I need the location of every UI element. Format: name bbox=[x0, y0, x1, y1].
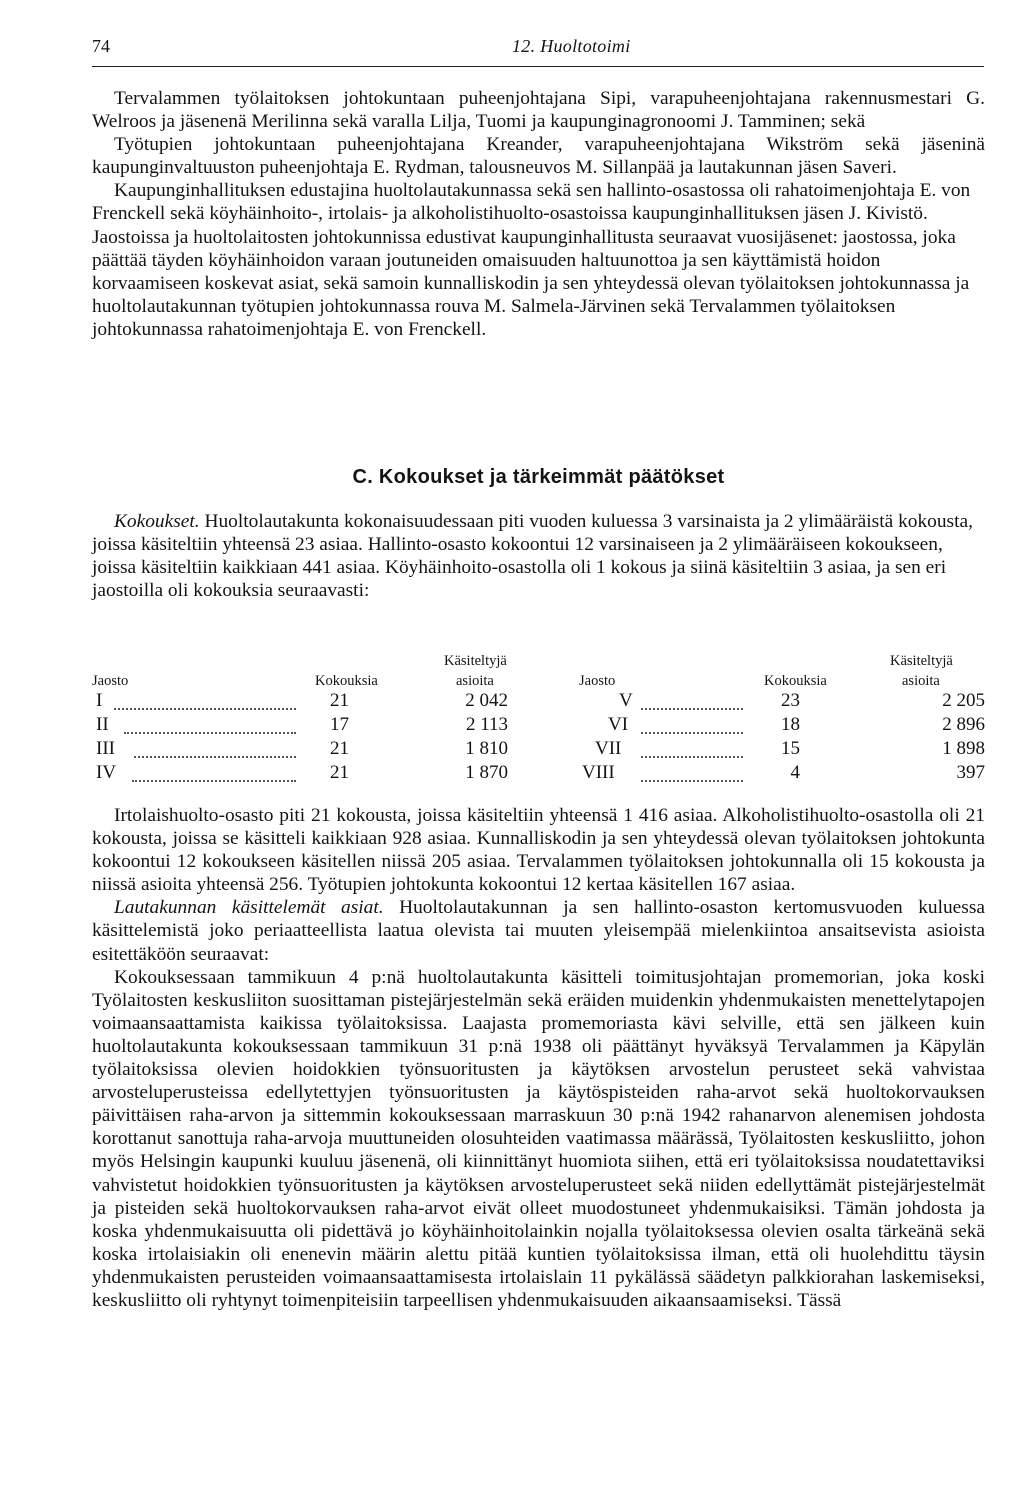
header-kasiteltyja-left: Käsiteltyjä bbox=[444, 653, 507, 669]
meetings-body: Huoltolautakunta kokonaisuudessaan piti vuoden kuluessa 3 varsinaista ja 2 ylimääräistä kokousta, joissa käsiteltiin yhteensä 23 asiaa. Hallinto-osasto kokoontui 12 varsinaiseen ja 2 ylimääräiseen kokoukseen, joissa käsiteltiin kaikkiaan 441 asiaa. Köyhäinhoito-osastolla oli 1 kokous ja siinä käsiteltiin 3 asiaa, ja sen eri jaostoilla oli kokouksia seuraavasti: bbox=[92, 511, 973, 602]
cell-jaosto: III bbox=[96, 738, 115, 759]
intro-paragraph-1: Tervalammen työlaitoksen johtokuntaan puheenjohtajana Sipi, varapuheenjohtajana rakennusmestari G. Welroos ja jäsenenä Merilinna sekä varalla Lilja, Tuomi ja kaupunginagronoomi J. Tamminen; sekä bbox=[92, 88, 985, 133]
cell-jaosto: II bbox=[96, 714, 109, 735]
cell-kokouksia: 21 bbox=[330, 738, 349, 759]
cell-kokouksia: 18 bbox=[781, 714, 800, 735]
cell-asioita: 2 205 bbox=[942, 690, 985, 711]
page-header bbox=[92, 30, 984, 64]
intro-text bbox=[92, 87, 985, 341]
header-asioita-left: asioita bbox=[456, 673, 494, 689]
long-paragraph: Kokouksessaan tammikuun 4 p:nä huoltolautakunta käsitteli toimitusjohtajan promemorian, joka koski Työlaitosten keskusliiton suosittaman pistejärjestelmän sekä eräiden muidenkin yhdenmukaisten menettelytapojen voimaansaattamista kaikissa työlaitoksissa. Laajasta promemoriasta kävi selville, että sen jälkeen kuin huoltolautakunta kokouksessaan tammikuun 31 p:nä 1938 oli päättänyt hyväksyä Tervalammen ja Käpylän työlaitoksissa olevien hoidokkien työnsuoritusten ja käytöksen arvostelun perusteet sekä vahvistaa arvosteluperusteissa edellytettyjen työnsuoritusten ja käytöspisteiden raha-arvot sekä huoltokorvauksen päivittäisen raha-arvon ja sittemmin kokouksessaan marraskuun 30 p:nä 1942 rahanarvon alenemisen johdosta korottanut sanottuja raha-arvoja muuttuneiden olosuhteiden vaatimassa määrässä, Työlaitosten keskusliitto, johon myös Helsingin kaupunki kuuluu jäsenenä, oli kiinnittänyt huomiota siihen, että eri työlaitoksissa noudatettaviksi vahvistetut hoidokkien työnsuoritusten ja käytöksen arvosteluperusteet sekä niiden edellyttämät pistejärjestelmät ja pisteiden sekä huoltokorvauksen raha-arvot eivät olleet muodostuneet yhdenmukaisiksi. Tämän johdosta ja koska yhdenmukaisuutta oli pidettävä jo köyhäinhoitolainkin nojalla työlaitoksessa olevien osalta tärkeänä sekä koska irtolaisiakin oli enenevin määrin alettu pitää kuntien työlaitoksissa ilman, että oli huolehdittu täysin yhdenmukaisten perusteiden voimaansaattamisesta irtolaislain 11 pykälässä säädetyn palkkiorahan laskemiseksi, keskusliitto oli ryhtynyt toimenpiteisiin tarpeellisen yhdenmukaisuuden aikaansaamiseksi. Tässä bbox=[92, 966, 985, 1311]
cell-jaosto: VIII bbox=[582, 762, 615, 783]
section-heading: C. Kokoukset ja tärkeimmät päätökset bbox=[352, 466, 725, 488]
cell-kokouksia: 15 bbox=[781, 738, 800, 759]
cell-asioita: 2 896 bbox=[942, 714, 985, 735]
dot-leader bbox=[132, 780, 296, 782]
cell-jaosto: V bbox=[619, 690, 633, 711]
intro-paragraph-3: Kaupunginhallituksen edustajina huoltolautakunnassa sekä sen hallinto-osastossa oli rahatoimenjohtaja E. von Frenckell sekä köyhäinhoito-, irtolais- ja alkoholistihuolto-osastoissa kaupunginhallituksen jäsen J. Kivistö. Jaostoissa ja huoltolaitosten johtokunnissa edustivat kaupunginhallitusta seuraavat vuosijäsenet: jaostossa, joka päättää täyden köyhäinhoidon varaan joutuneiden omaisuuden haltuunottoa ja sen käyttämistä hoidon korvaamiseen koskevat asiat, sekä samoin kunnalliskodin ja sen yhteydessä olevan työlaitoksen johtokunnassa ja huoltolautakunnan työtupien johtokunnassa rouva M. Salmela-Järvinen sekä Tervalammen työlaitoksen johtokunnassa rahatoimenjohtaja E. von Frenckell. bbox=[92, 180, 971, 340]
decisions-runin: Lautakunnan käsittelemät asiat. bbox=[114, 897, 384, 919]
cell-kokouksia: 21 bbox=[330, 762, 349, 783]
cell-kokouksia: 21 bbox=[330, 690, 349, 711]
cell-jaosto: I bbox=[96, 690, 103, 711]
cell-jaosto: VI bbox=[608, 714, 629, 735]
meetings-runin: Kokoukset. bbox=[114, 511, 200, 532]
header-kokouksia-left: Kokouksia bbox=[315, 673, 378, 689]
header-jaosto-left: Jaosto bbox=[92, 673, 129, 689]
dot-leader bbox=[124, 732, 296, 734]
intro-paragraph-2: Työtupien johtokuntaan puheenjohtajana Kreander, varapuheenjohtajana Wikström sekä jäseninä kaupunginvaltuuston puheenjohtaja E. Rydman, talousneuvos M. Sillanpää ja lautakunnan jäsen Saveri. bbox=[92, 134, 985, 179]
header-jaosto-right: Jaosto bbox=[579, 673, 616, 689]
cell-asioita: 1 898 bbox=[942, 738, 985, 759]
cell-asioita: 397 bbox=[956, 762, 985, 783]
cell-jaosto: IV bbox=[96, 762, 117, 783]
header-kasiteltyja-right: Käsiteltyjä bbox=[890, 653, 953, 669]
dot-leader bbox=[641, 780, 743, 782]
dot-leader bbox=[114, 708, 296, 710]
cell-kokouksia: 4 bbox=[790, 762, 800, 783]
cell-kokouksia: 17 bbox=[330, 714, 349, 735]
dot-leader bbox=[641, 732, 743, 734]
page-number: 74 bbox=[92, 36, 110, 56]
meetings-text bbox=[92, 510, 985, 602]
committee-table bbox=[92, 646, 985, 796]
cell-asioita: 1 870 bbox=[465, 762, 508, 783]
header-rule bbox=[92, 66, 984, 67]
cell-asioita: 1 810 bbox=[465, 738, 508, 759]
dot-leader bbox=[134, 756, 296, 758]
dot-leader bbox=[641, 756, 743, 758]
header-kokouksia-right: Kokouksia bbox=[764, 673, 827, 689]
decisions-body: Huoltolautakunnan ja sen hallinto-osaston kertomusvuoden kuluessa käsittelemistä joko periaatteellista laatua olevista tai muuten yleisempää mielenkiintoa ansaitsevista asioista esitettäköön seuraavat: bbox=[92, 897, 985, 965]
cell-asioita: 2 113 bbox=[465, 714, 508, 735]
cell-kokouksia: 23 bbox=[781, 690, 800, 711]
decisions-paragraph bbox=[92, 896, 985, 965]
dot-leader bbox=[641, 708, 743, 710]
after-table-paragraph: Irtolaishuolto-osasto piti 21 kokousta, joissa käsiteltiin yhteensä 1 416 asiaa. Alkoholistihuolto-osastolla oli 21 kokousta, joissa se käsitteli kaikkiaan 928 asiaa. Kunnalliskodin ja sen yhteydessä olevan työlaitoksen johtokunta kokoontui 12 kokoukseen käsitellen niissä 205 asiaa. Tervalammen työlaitoksen johtokunnalla oli 15 kokousta ja niissä asioita yhteensä 256. Työtupien johtokunta kokoontui 12 kertaa käsitellen 167 asiaa. bbox=[92, 805, 985, 896]
cell-asioita: 2 042 bbox=[465, 690, 508, 711]
body-text bbox=[92, 804, 985, 1312]
meetings-paragraph bbox=[92, 510, 985, 602]
running-title: 12. Huoltotoimi bbox=[512, 36, 631, 56]
header-asioita-right: asioita bbox=[902, 673, 940, 689]
cell-jaosto: VII bbox=[595, 738, 622, 759]
